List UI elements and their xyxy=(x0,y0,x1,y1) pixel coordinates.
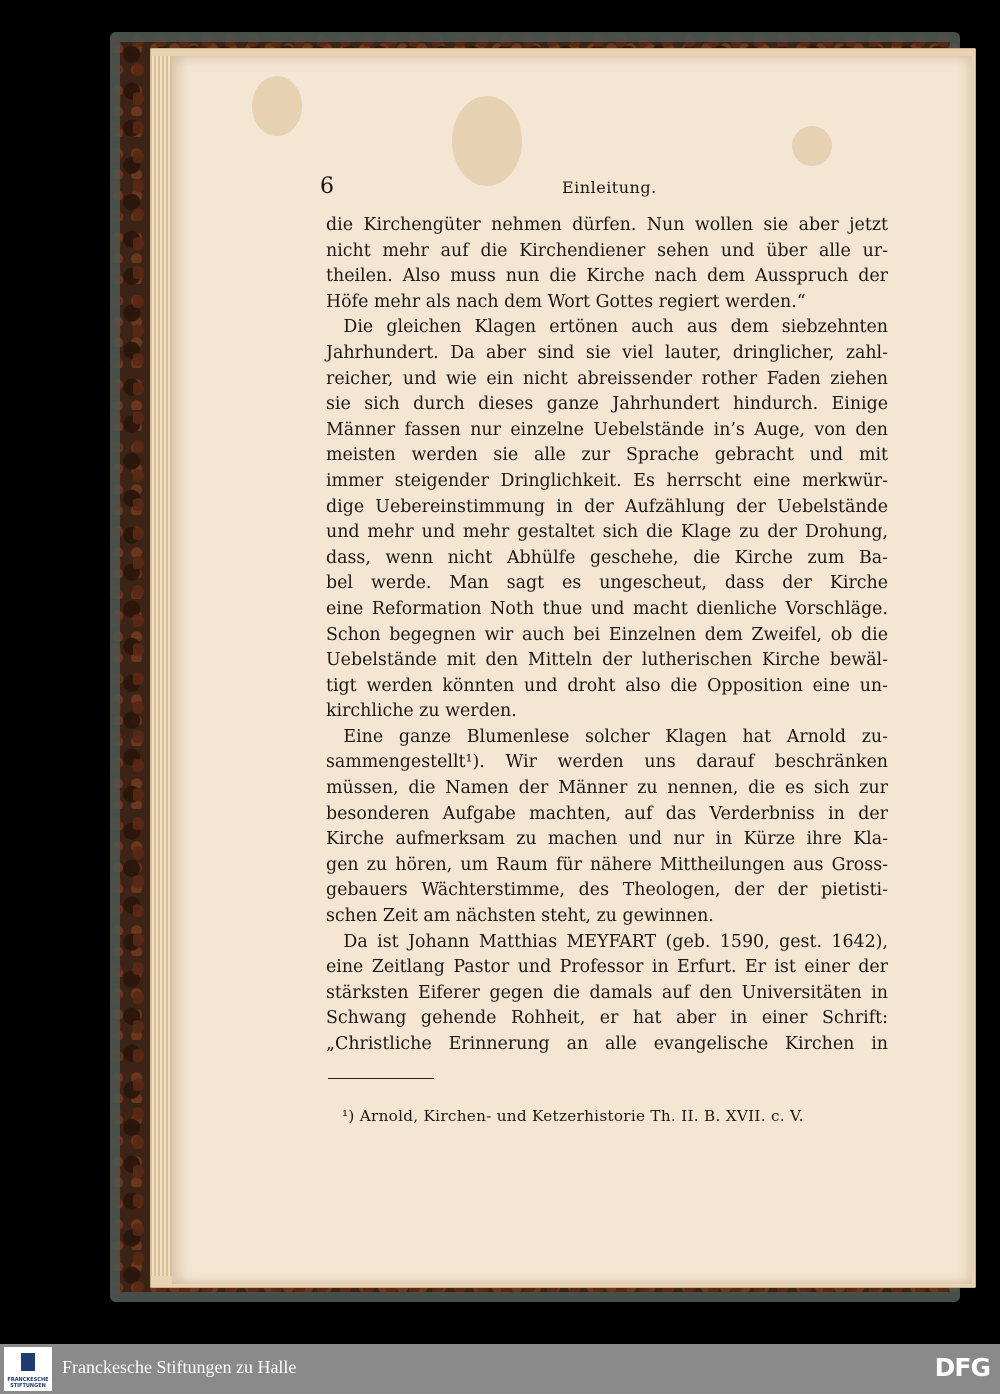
text-line: dige Uebereinstimmung in der Aufzählung der Uebelstände xyxy=(326,496,888,517)
page-number: 6 xyxy=(320,174,334,199)
text-line: dass, wenn nicht Abhülfe geschehe, die Kirche zum Ba- xyxy=(326,547,888,568)
text-line: reicher, und wie ein nicht abreissender rother Faden ziehen xyxy=(326,368,888,389)
text-line: Kirche aufmerksam zu machen und nur in Kürze ihre Kla- xyxy=(326,829,888,850)
page-header xyxy=(320,174,890,202)
text-line: Uebelstände mit den Mitteln der lutherischen Kirche bewäl- xyxy=(326,650,888,671)
text-line: Jahrhundert. Da aber sind sie viel lauter, dringlicher, zahl- xyxy=(326,342,888,363)
running-head: Einleitung. xyxy=(562,178,657,197)
institution-title: Franckesche Stiftungen zu Halle xyxy=(62,1357,297,1377)
text-line: eine Reformation Noth thue und macht dienliche Vorschläge. xyxy=(326,598,888,619)
text-line: theilen. Also muss nun die Kirche nach dem Ausspruch der xyxy=(326,266,888,287)
logo-text: FRANCKESCHE STIFTUNGEN xyxy=(7,1377,49,1389)
text-line: und mehr und mehr gestaltet sich die Klage zu der Drohung, xyxy=(326,522,888,543)
footnote-rule xyxy=(328,1078,434,1079)
text-line: Höfe mehr als nach dem Wort Gottes regiert werden.“ xyxy=(326,291,806,312)
footnote: ¹) Arnold, Kirchen- und Ketzerhistorie Th. II. B. XVII. c. V. xyxy=(342,1107,804,1125)
text-line: müssen, die Namen der Männer zu nennen, die es sich zur xyxy=(326,778,888,799)
text-line: schen Zeit am nächsten steht, zu gewinnen. xyxy=(326,906,714,927)
text-line: besonderen Aufgabe machten, auf das Verderbniss in der xyxy=(326,803,888,824)
text-line: Da ist Johann Matthias MEYFART (geb. 1590, gest. 1642), xyxy=(326,931,888,952)
text-line: Die gleichen Klagen ertönen auch aus dem siebzehnten xyxy=(326,317,888,338)
text-line: bel werde. Man sagt es ungescheut, dass der Kirche xyxy=(326,573,888,594)
text-line: gen zu hören, um Raum für nähere Mittheilungen aus Gross- xyxy=(326,854,888,875)
text-line: Schon begegnen wir auch bei Einzelnen dem Zweifel, ob die xyxy=(326,624,888,645)
text-line: Schwang gehende Rohheit, er hat aber in einer Schrift: xyxy=(326,1008,888,1029)
text-line: gebauers Wächterstimme, des Theologen, der der pietisti- xyxy=(326,880,888,901)
text-line: meisten werden sie alle zur Sprache gebracht und mit xyxy=(326,445,888,466)
text-line: „Christliche Erinnerung an alle evangelische Kirchen in xyxy=(326,1034,888,1054)
text-line: sammengestellt¹). Wir werden uns darauf beschränken xyxy=(326,752,888,773)
footer-bar xyxy=(0,1344,1000,1394)
text-line: kirchliche zu werden. xyxy=(326,701,517,722)
text-line: stärksten Eiferer gegen die damals auf den Universitäten in xyxy=(326,982,888,1003)
text-line: sie sich durch dieses ganze Jahrhundert hindurch. Einige xyxy=(326,394,888,415)
text-line: immer steigender Dringlichkeit. Es herrscht eine merkwür- xyxy=(326,470,888,491)
dfg-logo[interactable]: DFG xyxy=(934,1353,990,1382)
text-line: die Kirchengüter nehmen dürfen. Nun wollen sie aber jetzt xyxy=(326,215,888,235)
text-line: Männer fassen nur einzelne Uebelstände in’s Auge, von den xyxy=(326,419,888,440)
franckesche-logo[interactable] xyxy=(4,1347,52,1391)
text-line: Eine ganze Blumenlese solcher Klagen hat Arnold zu- xyxy=(326,726,888,747)
text-line: eine Zeitlang Pastor und Professor in Erfurt. Er ist einer der xyxy=(326,957,888,978)
body-text xyxy=(326,213,888,1058)
text-line: nicht mehr auf die Kirchendiener sehen und über alle ur- xyxy=(326,240,888,261)
text-line: tigt werden könnten und droht also die Opposition eine un- xyxy=(326,675,888,696)
building-icon xyxy=(21,1353,35,1371)
